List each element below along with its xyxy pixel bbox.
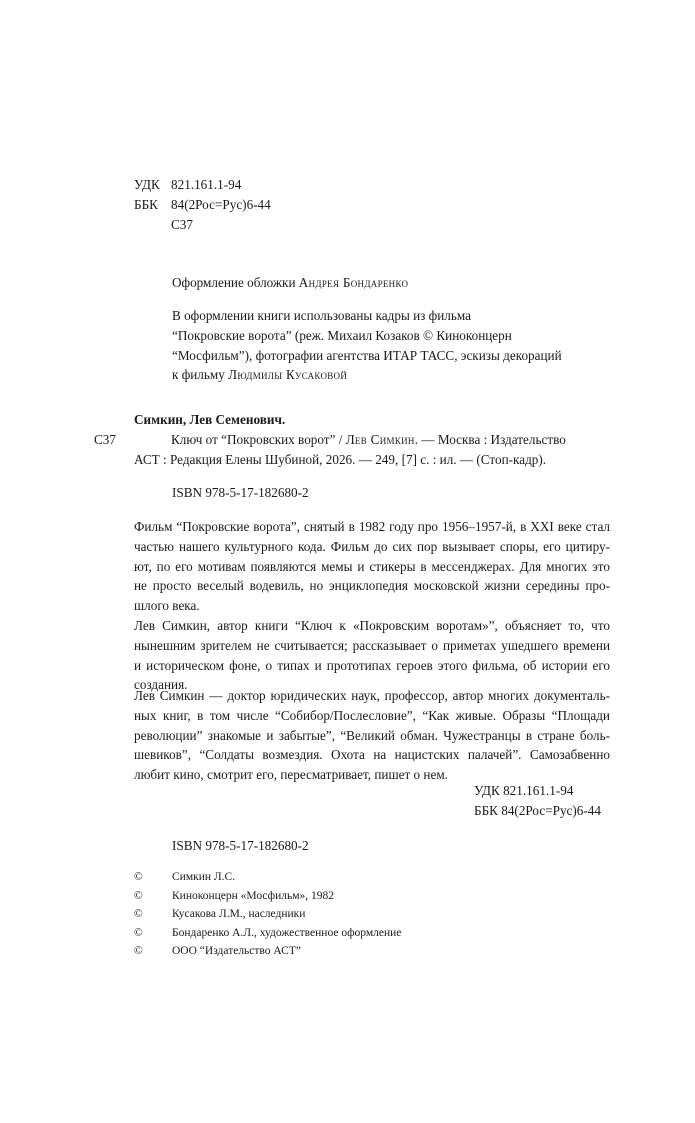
copyright-holder: Бондаренко А.Л., художественное оформление bbox=[172, 926, 402, 939]
annotation-line: не просто веселый водевиль, но энциклопедия московской жизни середины про- bbox=[134, 578, 610, 594]
udk-row bbox=[134, 175, 271, 195]
author-mark: С37 bbox=[171, 216, 193, 232]
copyright-symbol: © bbox=[134, 926, 143, 939]
copyright-symbol: © bbox=[134, 889, 143, 902]
annotation-line: нынешним зрителем не считывается; рассказывает о приметах ушедшего времени bbox=[134, 637, 610, 653]
udk-bottom: УДК 821.161.1-94 bbox=[474, 783, 574, 798]
copyright-holder: Кусакова Л.М., наследники bbox=[172, 908, 306, 921]
copyright-row bbox=[134, 887, 401, 906]
copyright-row bbox=[134, 868, 401, 887]
copyright-list bbox=[134, 868, 401, 961]
credits-last-prefix: к фильму bbox=[172, 367, 229, 383]
about-line: Лев Симкин — доктор юридических наук, профессор, автор многих документаль- bbox=[134, 688, 610, 703]
biblio-line-2: АСТ : Редакция Елены Шубиной, 2026. — 249, [7] с. : ил. — (Стоп-кадр). bbox=[134, 451, 547, 467]
annotation-line: частью нашего культурного кода. Фильм до сих пор вызывает споры, его цитиру- bbox=[134, 538, 610, 554]
about-paragraph bbox=[134, 686, 610, 785]
annotation-paragraph-2 bbox=[134, 616, 610, 695]
copyright-holder: Симкин Л.С. bbox=[172, 871, 236, 883]
credits-line-last bbox=[172, 365, 562, 385]
copyright-symbol: © bbox=[134, 945, 143, 958]
copyright-symbol: © bbox=[134, 908, 143, 921]
copyright-row bbox=[134, 924, 401, 943]
annotation-line: шлого века. bbox=[134, 598, 200, 614]
copyright-holder: Киноконцерн «Мосфильм», 1982 bbox=[172, 889, 335, 902]
annotation-line: создания. bbox=[134, 677, 188, 693]
isbn-bottom: ISBN 978-5-17-182680-2 bbox=[172, 838, 309, 853]
cover-designer-name: Андрея Бондаренко bbox=[298, 275, 409, 290]
copyright-symbol: © bbox=[134, 871, 143, 883]
image-credits bbox=[172, 306, 562, 385]
biblio-publisher: . — Москва : Издательство bbox=[414, 431, 566, 447]
copyright-row bbox=[134, 942, 401, 961]
bibliographic-record bbox=[94, 410, 609, 469]
bbk-row bbox=[134, 195, 271, 215]
biblio-heading: Симкин, Лев Семенович. bbox=[134, 412, 286, 427]
credits-line: В оформлении книги использованы кадры из фильма bbox=[172, 308, 471, 323]
annotation-line: и историческом фоне, о типах и прототипах героев этого фильма, об истории его bbox=[134, 657, 610, 673]
annotation-line: Фильм “Покровские ворота”, снятый в 1982 году про 1956–1957-й, в XXI веке стал bbox=[134, 519, 610, 534]
cover-credit-prefix: Оформление обложки bbox=[172, 275, 299, 290]
classification-block bbox=[134, 175, 271, 234]
sketch-artist-name: Людмилы Кусаковой bbox=[228, 367, 348, 383]
annotation-paragraph-1 bbox=[134, 517, 610, 616]
about-author bbox=[134, 686, 610, 785]
udk-value: 821.161.1-94 bbox=[171, 177, 242, 192]
classification-bottom bbox=[474, 781, 601, 821]
cover-credit bbox=[172, 273, 408, 293]
copyright-holder: ООО “Издательство АСТ” bbox=[172, 945, 301, 958]
biblio-title: Ключ от “Покровских ворот” / bbox=[171, 431, 346, 447]
udk-label: УДК bbox=[134, 177, 160, 192]
biblio-author-mark: С37 bbox=[94, 431, 116, 447]
credits-line: “Мосфильм”), фотографии агентства ИТАР ТАСС, эскизы декораций bbox=[172, 347, 562, 363]
biblio-line-1 bbox=[94, 430, 609, 450]
copyright-row bbox=[134, 905, 401, 924]
bbk-value: 84(2Рос=Рус)6-44 bbox=[171, 196, 271, 212]
about-line: любит кино, смотрит его, пересматривает, пишет о нем. bbox=[134, 767, 448, 783]
bbk-bottom: ББК 84(2Рос=Рус)6-44 bbox=[474, 802, 601, 818]
annotation bbox=[134, 517, 610, 695]
annotation-line: Лев Симкин, автор книги “Ключ к «Покровским воротам»”, объясняет то, что bbox=[134, 617, 610, 633]
isbn: ISBN 978-5-17-182680-2 bbox=[172, 485, 309, 500]
biblio-author: Лев Симкин bbox=[345, 431, 415, 447]
annotation-line: ют, по его мотивам появляются мемы и стикеры в мессенджерах. Для многих это bbox=[134, 558, 610, 574]
bbk-label: ББК bbox=[134, 196, 158, 212]
about-line: ных книг, в том числе “Собибор/Послесловие”, “Как живые. Образы “Площади bbox=[134, 707, 610, 723]
credits-line: “Покровские ворота” (реж. Михаил Козаков © Киноконцерн bbox=[172, 327, 512, 343]
about-line: шевиков”, “Солдаты возмездия. Охота на нацистских палачей”. Самозабвенно bbox=[134, 747, 610, 763]
about-line: революции” знакомые и забытые”, “Великий обман. Чужестранцы в стране боль- bbox=[134, 727, 610, 743]
